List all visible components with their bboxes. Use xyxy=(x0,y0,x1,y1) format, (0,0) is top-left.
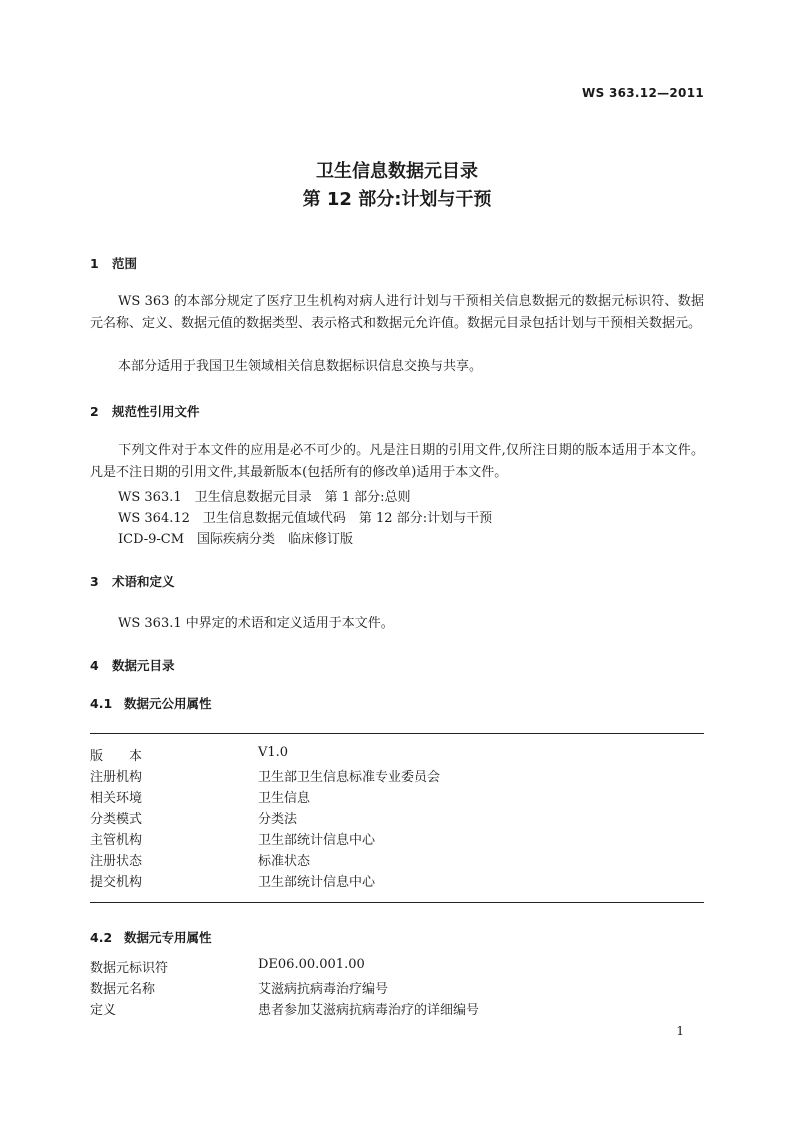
section-3-paragraph-1: WS 363.1 中界定的术语和定义适用于本文件。 xyxy=(118,616,394,631)
attribute-row xyxy=(90,766,704,787)
attribute-name: 注册机构 xyxy=(90,770,143,785)
section-2-heading xyxy=(90,402,200,420)
reference-item: WS 363.1 卫生信息数据元目录 第 1 部分:总则 xyxy=(118,490,411,505)
reference-item: ICD-9-CM 国际疾病分类 临床修订版 xyxy=(118,532,354,547)
section-title: 术语和定义 xyxy=(112,574,175,589)
attribute-name: 数据元名称 xyxy=(90,982,156,997)
attribute-value: 卫生部统计信息中心 xyxy=(258,833,376,848)
section-2-paragraph-1 xyxy=(90,440,704,483)
attribute-value: 艾滋病抗病毒治疗编号 xyxy=(258,982,389,997)
document-title: 卫生信息数据元目录 xyxy=(316,161,478,182)
section-4-1-heading xyxy=(90,694,212,712)
attribute-name: 定义 xyxy=(90,1003,117,1018)
attribute-name: 分类模式 xyxy=(90,812,143,827)
attribute-row xyxy=(90,957,704,978)
attribute-value: DE06.00.001.00 xyxy=(258,957,365,972)
attribute-name: 提交机构 xyxy=(90,875,143,890)
paragraph-text: 下列文件对于本文件的应用是必不可少的。凡是注日期的引用文件,仅所注日期的版本适用于本文件。凡是不注日期的引用文件,其最新版本(包括所有的修改单)适用于本文件。 xyxy=(90,443,704,480)
attribute-value: V1.0 xyxy=(258,745,289,760)
section-3-heading xyxy=(90,572,175,590)
section-number: 3 xyxy=(90,574,99,589)
attribute-row xyxy=(90,999,704,1020)
section-1-paragraph-1 xyxy=(90,291,704,334)
attribute-name: 版 本 xyxy=(90,749,143,764)
section-number: 4.1 xyxy=(90,696,113,711)
attribute-name: 相关环境 xyxy=(90,791,143,806)
paragraph-text: 本部分适用于我国卫生领域相关信息数据标识信息交换与共享。 xyxy=(118,359,483,374)
section-4-2-heading xyxy=(90,928,212,946)
reference-item: WS 364.12 卫生信息数据元值域代码 第 12 部分:计划与干预 xyxy=(118,511,493,526)
section-1-heading xyxy=(90,254,137,272)
paragraph-text: WS 363 的本部分规定了医疗卫生机构对病人进行计划与干预相关信息数据元的数据元标识符、数据元名称、定义、数据元值的数据类型、表示格式和数据元允许值。数据元目录包括计划与干预相关数据元。 xyxy=(90,294,704,331)
attribute-value: 卫生部卫生信息标准专业委员会 xyxy=(258,770,441,785)
attribute-row xyxy=(90,871,704,892)
attribute-value: 标准状态 xyxy=(258,854,311,869)
table-bottom-rule xyxy=(90,902,704,903)
attribute-name: 主管机构 xyxy=(90,833,143,848)
attribute-value: 分类法 xyxy=(258,812,298,827)
section-1-paragraph-2 xyxy=(90,356,704,378)
attribute-row xyxy=(90,829,704,850)
attribute-row xyxy=(90,787,704,808)
standard-code: WS 363.12—2011 xyxy=(582,86,704,100)
section-number: 4.2 xyxy=(90,930,113,945)
table-top-rule xyxy=(90,733,704,734)
attribute-name: 数据元标识符 xyxy=(90,961,169,976)
section-title: 数据元目录 xyxy=(112,658,175,673)
section-title: 数据元公用属性 xyxy=(124,696,212,711)
section-title: 数据元专用属性 xyxy=(124,930,212,945)
section-number: 2 xyxy=(90,404,99,419)
section-4-heading xyxy=(90,656,175,674)
section-number: 4 xyxy=(90,658,99,673)
section-number: 1 xyxy=(90,256,99,271)
attribute-row xyxy=(90,745,704,766)
document-subtitle: 第 12 部分:计划与干预 xyxy=(302,189,492,210)
attribute-value: 卫生部统计信息中心 xyxy=(258,875,376,890)
attribute-row xyxy=(90,978,704,999)
page-number: 1 xyxy=(676,1024,684,1038)
attribute-value: 卫生信息 xyxy=(258,791,311,806)
attribute-value: 患者参加艾滋病抗病毒治疗的详细编号 xyxy=(258,1003,480,1018)
attribute-row xyxy=(90,808,704,829)
attribute-name: 注册状态 xyxy=(90,854,143,869)
section-title: 范围 xyxy=(112,256,138,271)
section-title: 规范性引用文件 xyxy=(112,404,200,419)
attribute-row xyxy=(90,850,704,871)
